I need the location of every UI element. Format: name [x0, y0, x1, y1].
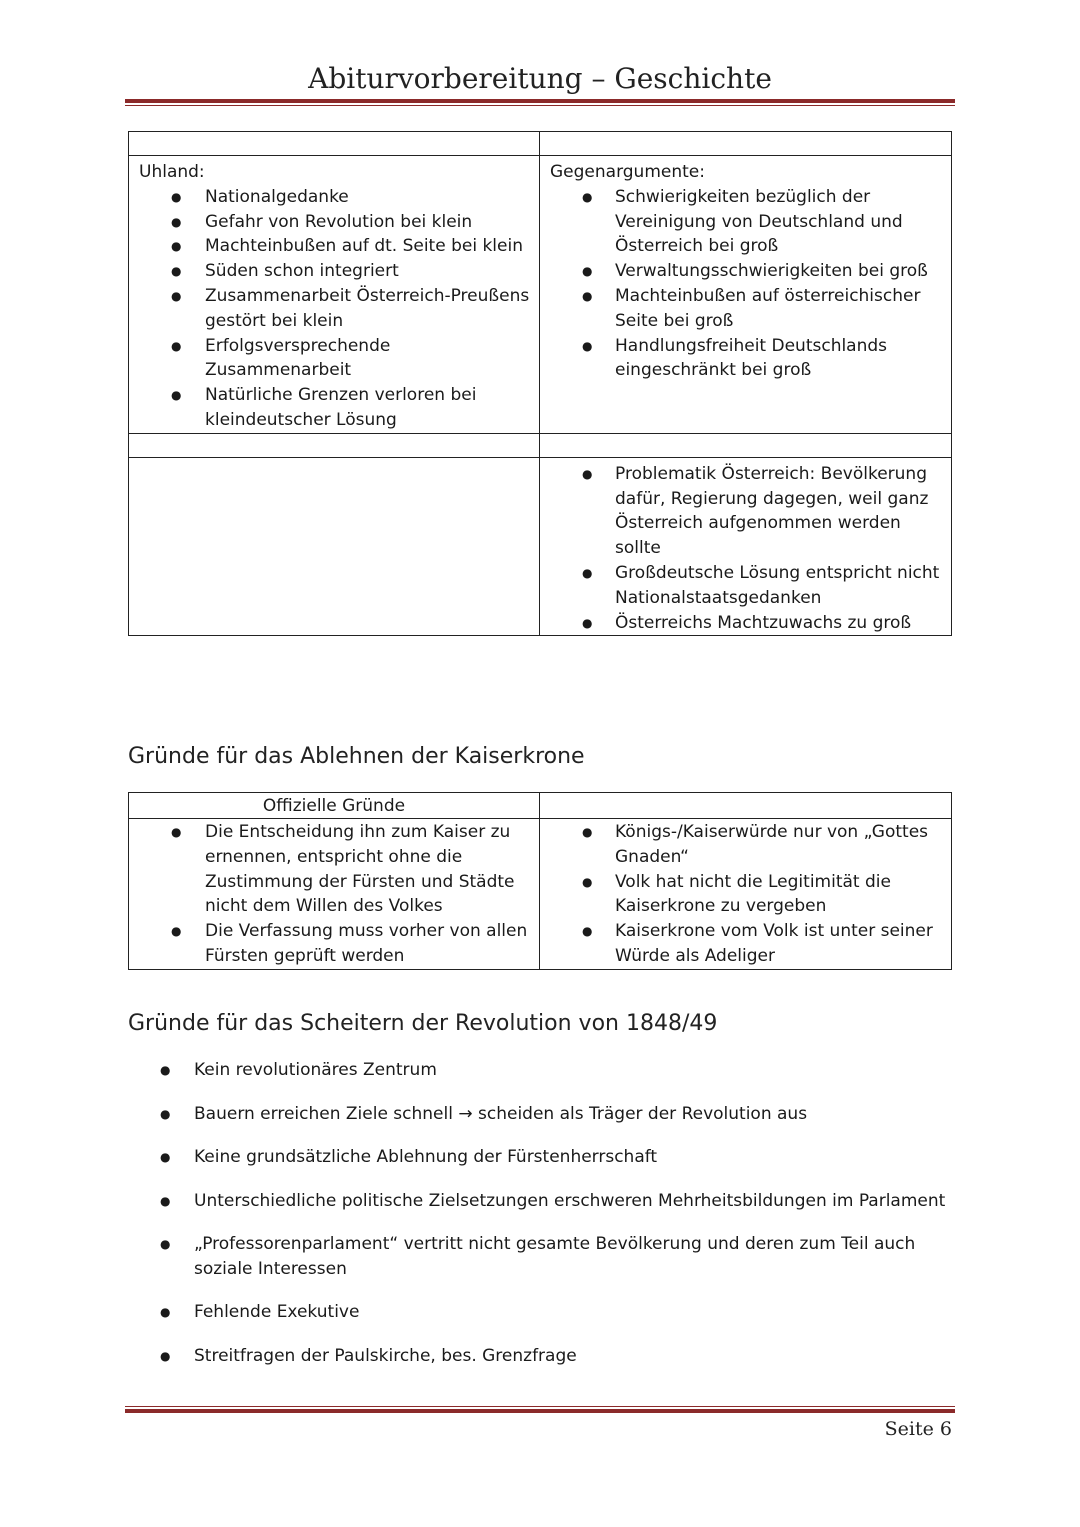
list-item: ● Zusammenarbeit Österreich-Preußens gestört bei klein: [129, 284, 539, 334]
revolution-failure-list: [128, 1058, 958, 1387]
other-reasons-cell: [540, 819, 952, 970]
list-item: ● „Professorenparlament“ vertritt nicht gesamte Bevölkerung und deren zum Teil auch soziale Interessen: [128, 1232, 958, 1281]
list-item: ● Kaiserkrone vom Volk ist unter seiner Würde als Adeliger: [540, 919, 951, 969]
counterarguments-cell: [540, 156, 952, 434]
page-number: Seite 6: [884, 1418, 952, 1440]
section-heading-revolution: Gründe für das Scheitern der Revolution von 1848/49: [128, 1011, 718, 1036]
other-reasons-list: [540, 819, 951, 969]
section-heading-kaiserkrone: Gründe für das Ablehnen der Kaiserkrone: [128, 744, 585, 769]
empty-cell: [129, 433, 540, 457]
uhland-title: Uhland:: [139, 162, 205, 182]
list-item: ● Volk hat nicht die Legitimität die Kaiserkrone zu vergeben: [540, 870, 951, 920]
list-item: ● Machteinbußen auf dt. Seite bei klein: [129, 234, 539, 259]
list-item: ● Problematik Österreich: Bevölkerung dafür, Regierung dagegen, weil ganz Österreich aufgenommen werden sollte: [540, 462, 951, 561]
empty-cell: [129, 457, 540, 636]
table-uhland-arguments: [128, 131, 952, 636]
list-item: ● Die Entscheidung ihn zum Kaiser zu ernennen, entspricht ohne die Zustimmung der Fürsten und Städte nicht dem Willen des Volkes: [129, 820, 539, 919]
austria-problem-list: [540, 458, 951, 636]
list-item: ● Keine grundsätzliche Ablehnung der Fürstenherrschaft: [128, 1145, 958, 1170]
official-reasons-title: Offizielle Gründe: [262, 796, 406, 816]
empty-header-cell-left: [129, 132, 540, 156]
list-item: ● Unterschiedliche politische Zielsetzungen erschweren Mehrheitsbildungen im Parlament: [128, 1189, 958, 1214]
official-reasons-header: [129, 793, 540, 819]
official-reasons-cell: [129, 819, 540, 970]
list-item: ● Machteinbußen auf österreichischer Seite bei groß: [540, 284, 951, 334]
empty-cell: [540, 433, 952, 457]
list-item: ● Kein revolutionäres Zentrum: [128, 1058, 958, 1083]
list-item: ● Handlungsfreiheit Deutschlands eingeschränkt bei groß: [540, 334, 951, 384]
document-header-title: Abiturvorbereitung – Geschichte: [308, 62, 772, 95]
header-rule: [125, 99, 955, 106]
empty-header-cell: [540, 793, 952, 819]
list-item: ● Nationalgedanke: [129, 185, 539, 210]
counterarguments-title: Gegenargumente:: [550, 162, 705, 182]
uhland-cell: [129, 156, 540, 434]
list-item: ● Österreichs Machtzuwachs zu groß: [540, 611, 951, 636]
empty-header-cell-right: [540, 132, 952, 156]
list-item: ● Die Verfassung muss vorher von allen Fürsten geprüft werden: [129, 919, 539, 969]
list-item: ● Gefahr von Revolution bei klein: [129, 210, 539, 235]
table-kaiserkrone: [128, 792, 952, 970]
list-item: ● Schwierigkeiten bezüglich der Vereinigung von Deutschland und Österreich bei groß: [540, 185, 951, 259]
list-item: ● Bauern erreichen Ziele schnell → scheiden als Träger der Revolution aus: [128, 1102, 958, 1127]
list-item: ● Großdeutsche Lösung entspricht nicht Nationalstaatsgedanken: [540, 561, 951, 611]
counterarguments-list: [540, 185, 951, 383]
list-item: ● Süden schon integriert: [129, 259, 539, 284]
austria-problem-cell: [540, 457, 952, 636]
list-item: ● Fehlende Exekutive: [128, 1300, 958, 1325]
official-reasons-list: [129, 819, 539, 969]
list-item: ● Natürliche Grenzen verloren bei kleindeutscher Lösung: [129, 383, 539, 433]
uhland-list: [129, 185, 539, 433]
list-item: ● Verwaltungsschwierigkeiten bei groß: [540, 259, 951, 284]
list-item: ● Königs-/Kaiserwürde nur von „Gottes Gnaden“: [540, 820, 951, 870]
list-item: ● Erfolgsversprechende Zusammenarbeit: [129, 334, 539, 384]
footer-rule: [125, 1406, 955, 1413]
list-item: ● Streitfragen der Paulskirche, bes. Grenzfrage: [128, 1344, 958, 1369]
